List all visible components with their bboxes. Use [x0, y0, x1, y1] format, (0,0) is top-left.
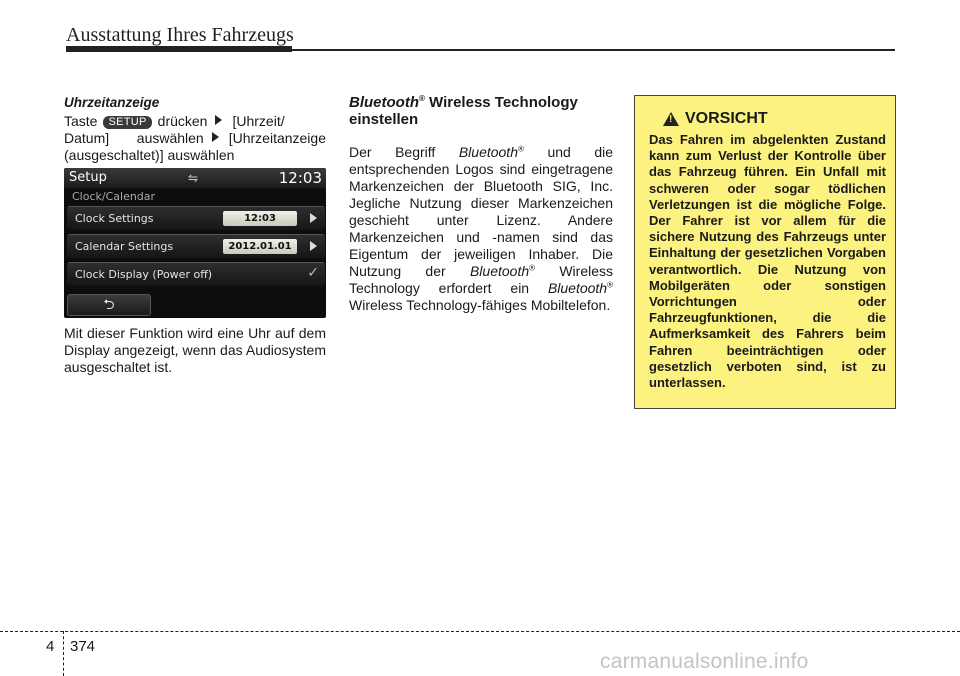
heading-brand: Bluetooth [349, 94, 419, 111]
calendar-settings-row[interactable] [67, 234, 325, 258]
section-subheading: Uhrzeitanzeige [64, 95, 160, 110]
heading-rest: Wireless Technology einstellen [349, 94, 578, 128]
registered-mark: ® [529, 263, 536, 273]
row-label: Clock Display (Power off) [75, 268, 213, 281]
registered-mark: ® [418, 94, 425, 103]
middle-column [349, 94, 613, 314]
screen-clock: 12:03 [278, 169, 322, 187]
instruction-text [64, 113, 326, 164]
triangle-arrow-icon [212, 132, 219, 142]
screen-title: Setup [69, 170, 107, 185]
footer-rule [0, 631, 960, 632]
clock-settings-row[interactable] [67, 206, 325, 230]
instr-step-clock-display: [Uhrzeitanzeige (ausgeschaltet)] auswählen [64, 130, 326, 163]
bluetooth-paragraph [349, 144, 613, 314]
brand-name: Bluetooth [547, 280, 608, 296]
footer-divider [63, 631, 64, 676]
para-part-3: Wireless Technology erfordert ein [349, 263, 614, 296]
caution-title: VORSICHT [685, 110, 768, 127]
registered-mark: ® [518, 144, 524, 154]
usb-icon: ⇋ [188, 171, 199, 185]
para-part-2: und die entsprechenden Logos sind eingetragene Markenzeichen der Bluetooth SIG, Inc. Jegliche Nutzung dieser Markenzeichen geschieht unter Lizenz. Andere Markenzeichen und -namen sind das Eigentum der jeweiligen Inhaber. Die Nutzung der [349, 144, 614, 279]
warning-triangle-icon [663, 112, 679, 126]
setup-screen-image [64, 168, 326, 318]
back-button[interactable]: ⮌ [67, 294, 151, 316]
row-label: Clock Settings [75, 212, 154, 225]
header-tab-bar [66, 46, 292, 52]
para-part-1: Der Begriff [349, 144, 436, 160]
caution-box [634, 95, 896, 409]
caution-header [663, 110, 886, 128]
instr-step-date: [Uhrzeit/ Datum] auswählen [64, 113, 285, 146]
chapter-number: 4 [46, 638, 55, 655]
bluetooth-heading [349, 94, 613, 128]
clock-value: 12:03 [223, 211, 297, 226]
brand-name: Bluetooth [458, 144, 518, 160]
instr-word-druecken: drücken [157, 113, 208, 129]
page-number: 374 [70, 638, 96, 655]
calendar-value: 2012.01.01 [223, 239, 297, 254]
site-watermark: carmanualsonline.info [600, 650, 809, 673]
chevron-right-icon [310, 213, 317, 223]
row-label: Calendar Settings [75, 240, 174, 253]
function-note: Mit dieser Funktion wird eine Uhr auf dem Display angezeigt, wenn das Audiosystem ausgeschaltet ist. [64, 325, 326, 375]
page-header-title: Ausstattung Ihres Fahrzeugs [66, 24, 294, 46]
instr-word-taste: Taste [64, 113, 98, 129]
clock-display-row[interactable] [67, 262, 325, 286]
checkmark-icon: ✓ [307, 265, 319, 281]
para-part-4: Wireless Technology-fähiges Mobiltelefon. [349, 297, 611, 313]
caution-body: Das Fahren im abgelenkten Zustand kann zum Verlust der Kontrolle über das Fahrzeug führen. Ein Unfall mit schweren oder sogar tödlichen Verletzungen ist die mögliche Folge. Der Fahrer ist vor allem für die sichere Nutzung des Fahrzeugs unter Einhaltung der gesetzlichen Vorgaben verantwortlich. Die Nutzung von Mobilgeräten oder sonstigen Vorrichtungen oder Fahrzeugfunktionen, die die Aufmerksamkeit des Fahrers beim Fahren beeinträchtigen oder gesetzlich verboten sind, ist zu unterlassen. [649, 132, 886, 391]
triangle-arrow-icon [215, 115, 222, 125]
screen-subtitle: Clock/Calendar [72, 190, 156, 203]
setup-key-label: SETUP [103, 116, 151, 129]
chevron-right-icon [310, 241, 317, 251]
registered-mark: ® [607, 280, 614, 290]
left-column [64, 94, 326, 164]
brand-name: Bluetooth [469, 263, 530, 279]
